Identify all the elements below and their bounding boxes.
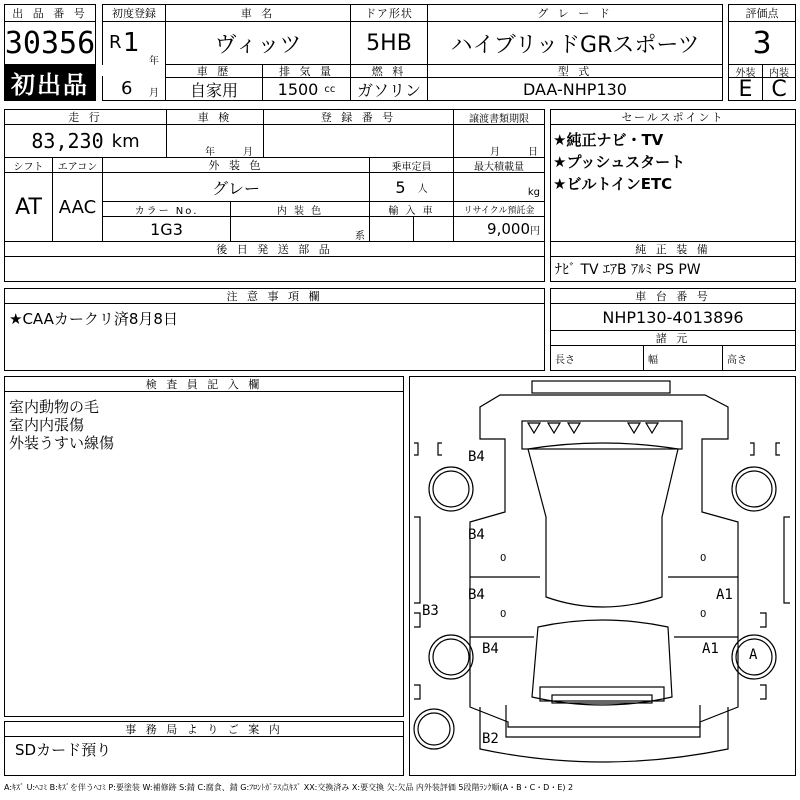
import-label: 輸 入 車 [369, 201, 454, 217]
aircon: AAC [52, 172, 103, 242]
interior-color [230, 216, 370, 242]
later-parts-label: 後 日 発 送 部 品 [4, 241, 545, 257]
sales-point: ★純正ナビ・TV [553, 131, 664, 149]
color-number: 1G3 [102, 216, 231, 242]
mileage [4, 124, 167, 158]
exterior-color-label: 外 装 色 [102, 157, 370, 173]
office-info [4, 736, 404, 776]
damage-mark: B4 [468, 449, 485, 465]
inspection-month-unit: 月 [243, 147, 253, 158]
registration-month-unit: 月 [149, 88, 159, 99]
damage-mark: B3 [422, 603, 439, 619]
grade-label: グ レ ー ド [427, 4, 723, 22]
first-registration-label: 初度登録 [102, 4, 166, 22]
import-flag-2 [413, 216, 454, 242]
grade: ハイブリッドGRスポーツ [427, 21, 723, 65]
damage-mark: B4 [468, 527, 485, 543]
damage-mark: B4 [482, 641, 499, 657]
transfer-deadline-label: 譲渡書類期限 [453, 109, 545, 125]
legend: A:ｷｽﾞ U:ﾍｺﾐ B:ｷｽﾞを伴うﾍｺﾐ P:要塗装 W:補修跡 S:錆 C:腐食、錆 G:ﾌﾛﾝﾄｶﾞﾗｽ点ｷｽﾞ XX:交換済み X:要交換 欠:欠品 内外装評価 5段階ﾗﾝｸ順(A・B・C・D・E) 2 [4, 783, 574, 792]
model-label: 型 式 [427, 64, 723, 78]
inspector-line: 室内動物の毛 [9, 398, 100, 416]
history-label: 車 歴 [165, 64, 263, 78]
max-load-label: 最大積載量 [453, 157, 545, 173]
office-label: 事 務 局 よ り ご 案 内 [4, 721, 404, 737]
chassis-number: NHP130-4013896 [550, 303, 796, 331]
registration-month: 6 [121, 78, 133, 99]
note-text: ★CAAカークリ済8月8日 [9, 310, 178, 328]
capacity [369, 172, 454, 202]
registration-year: 1 [123, 28, 140, 58]
zero-mark: 0 [700, 553, 707, 564]
lot-number: 30356 [4, 21, 96, 65]
sales-points-label: セールスポイント [550, 109, 796, 125]
zero-mark: 0 [500, 609, 507, 620]
length-label: 長さ [550, 345, 644, 371]
inspector-notes [4, 391, 404, 717]
car-name: ヴィッツ [165, 21, 351, 65]
import-flag-1 [369, 216, 414, 242]
color-number-label: カラー No. [102, 201, 231, 217]
sales-point: ★プッシュスタート [553, 153, 686, 171]
capacity-unit: 人 [417, 183, 428, 195]
model-code: DAA-NHP130 [427, 77, 723, 101]
score-label: 評価点 [728, 4, 796, 22]
zero-mark: 0 [700, 609, 707, 620]
recycle-fee [453, 216, 545, 242]
sales-points [550, 124, 796, 242]
notes-label: 注 意 事 項 欄 [4, 288, 545, 304]
inspector-line: 外装うすい線傷 [9, 434, 115, 452]
score: 3 [728, 21, 796, 65]
damage-mark: B4 [468, 587, 485, 603]
exterior-label: 外装 [728, 64, 763, 78]
displacement-value: 1500 [277, 79, 319, 99]
width-label: 幅 [643, 345, 723, 371]
office-text: SDカード預り [15, 741, 112, 759]
aircon-label: エアコン [52, 157, 103, 173]
mileage-label: 走 行 [4, 109, 167, 125]
displacement [262, 77, 351, 101]
max-load-unit: kg [527, 187, 540, 198]
equipment-label: 純 正 装 備 [550, 241, 796, 257]
history: 自家用 [165, 77, 263, 101]
inspection-label: 車 検 [166, 109, 264, 125]
interior-label: 内装 [762, 64, 796, 78]
sales-point: ★ビルトインETC [553, 175, 673, 193]
zero-mark: 0 [500, 553, 507, 564]
inspector-label: 検 査 員 記 入 欄 [4, 376, 404, 392]
first-registration-month [102, 76, 166, 101]
exterior-grade: E [728, 77, 763, 101]
exterior-color: グレー [102, 172, 370, 202]
capacity-label: 乗車定員 [369, 157, 454, 173]
later-parts [4, 256, 545, 282]
max-load [453, 172, 545, 202]
door-type-label: ドア形状 [350, 4, 428, 22]
transfer-deadline [453, 124, 545, 158]
interior-color-unit: 系 [355, 231, 365, 242]
fuel: ガソリン [350, 77, 428, 101]
mileage-unit: km [111, 130, 140, 152]
inspection-date [166, 124, 264, 158]
shift-label: シフト [4, 157, 53, 173]
damage-mark: A1 [716, 587, 733, 603]
damage-mark: A [749, 647, 758, 663]
interior-color-label: 内 装 色 [230, 201, 370, 217]
damage-mark: B2 [482, 731, 499, 747]
fuel-label: 燃 料 [350, 64, 428, 78]
registration-era: R [109, 32, 122, 53]
first-registration-year [102, 21, 166, 65]
car-name-label: 車 名 [165, 4, 351, 22]
damage-mark: A1 [702, 641, 719, 657]
damage-diagram [409, 376, 796, 776]
equipment: ﾅﾋﾞ TV ｴｱB ｱﾙﾐ PS PW [550, 256, 796, 282]
displacement-unit: cc [324, 83, 336, 95]
mileage-value: 83,230 [31, 129, 104, 153]
chassis-label: 車 台 番 号 [550, 288, 796, 304]
transfer-day-unit: 日 [528, 147, 538, 158]
shift: AT [4, 172, 53, 242]
transfer-month-unit: 月 [490, 147, 500, 158]
lot-number-label: 出 品 番 号 [4, 4, 96, 22]
plate-label: 登 録 番 号 [263, 109, 454, 125]
car-outline [410, 377, 795, 775]
registration-year-unit: 年 [149, 56, 159, 65]
height-label: 高さ [722, 345, 796, 371]
first-listing-badge: 初出品 [4, 64, 96, 101]
capacity-value: 5 [395, 177, 406, 197]
notes [4, 303, 545, 371]
plate-number [263, 124, 454, 158]
recycle-fee-value: 9,000 [487, 220, 530, 238]
recycle-fee-unit: 円 [530, 225, 540, 237]
interior-grade: C [762, 77, 796, 101]
inspector-line: 室内内張傷 [9, 416, 85, 434]
recycle-fee-label: リサイクル預託金 [453, 201, 545, 217]
inspection-year-unit: 年 [205, 147, 215, 158]
spec-label: 諸 元 [550, 330, 796, 346]
displacement-label: 排 気 量 [262, 64, 351, 78]
door-type: 5HB [350, 21, 428, 65]
